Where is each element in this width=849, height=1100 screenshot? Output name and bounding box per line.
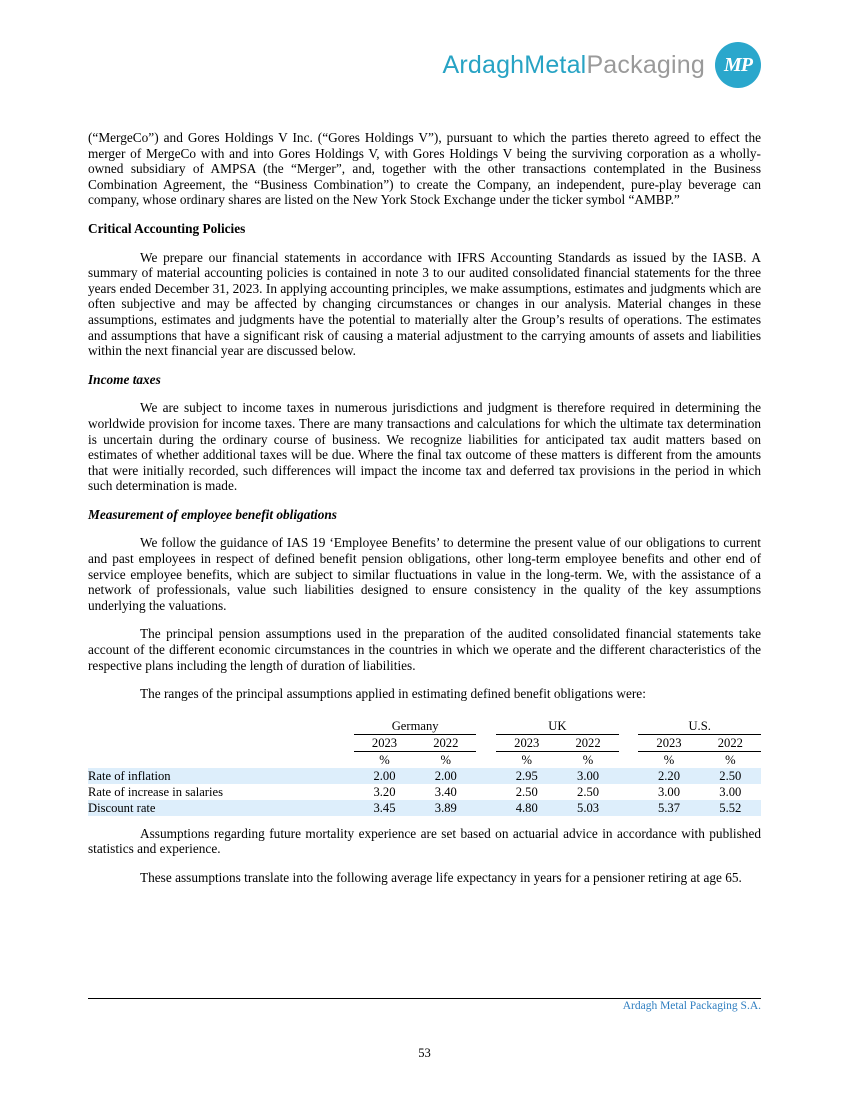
group-header-germany: Germany <box>354 718 477 735</box>
subsection-heading-measurement-employee-benefit: Measurement of employee benefit obligations <box>88 506 337 522</box>
page-number: 53 <box>418 1046 431 1060</box>
year-header-germany-2023: 2023 <box>354 734 415 751</box>
spacer-cell-6 <box>619 751 639 768</box>
brand-logo <box>442 42 761 88</box>
empty-corner-cell-3 <box>88 751 354 768</box>
cell-discount-uk-2023: 4.80 <box>496 800 557 816</box>
spacer-cell-4 <box>619 734 639 751</box>
assumptions-table-wrapper <box>88 718 761 816</box>
brand-metal-text: Metal <box>524 50 587 79</box>
row-spacer-2 <box>619 768 639 784</box>
row-spacer-3 <box>476 784 496 800</box>
row-label-rate-of-inflation: Rate of inflation <box>88 768 354 784</box>
row-spacer-6 <box>619 800 639 816</box>
year-header-uk-2023: 2023 <box>496 734 557 751</box>
row-spacer-5 <box>476 800 496 816</box>
ampsa-logo-icon <box>715 42 761 88</box>
table-row <box>88 800 761 816</box>
cell-discount-us-2022: 5.52 <box>700 800 761 816</box>
page-content <box>88 130 761 886</box>
section-heading-critical-accounting-policies: Critical Accounting Policies <box>88 220 246 236</box>
row-spacer-1 <box>476 768 496 784</box>
unit-header-6: % <box>725 752 736 767</box>
cell-salaries-uk-2022: 2.50 <box>577 784 600 799</box>
year-header-germany-2022: 2022 <box>415 734 476 751</box>
cell-salaries-us-2022: 3.00 <box>719 784 742 799</box>
cell-discount-uk-2022: 5.03 <box>557 800 618 816</box>
brand-ardagh-text: Ardagh <box>442 50 525 79</box>
row-label-discount-rate: Discount rate <box>88 800 354 816</box>
table-row <box>88 784 761 800</box>
cell-salaries-germany-2022: 3.40 <box>434 784 457 799</box>
year-header-uk-2022: 2022 <box>557 734 618 751</box>
cell-inflation-uk-2023: 2.95 <box>496 768 557 784</box>
footer-divider <box>88 998 761 999</box>
row-label-rate-of-increase-in-salaries: Rate of increase in salaries <box>88 784 223 799</box>
spacer-cell-1 <box>476 718 496 735</box>
footer-company-name: Ardagh Metal Packaging S.A. <box>622 1000 761 1012</box>
group-header-uk: UK <box>496 718 619 735</box>
table-unit-header-row <box>88 751 761 768</box>
spacer-cell-5 <box>476 751 496 768</box>
group-header-us: U.S. <box>638 718 761 735</box>
page-header <box>88 0 761 130</box>
table-intro-paragraph: The ranges of the principal assumptions applied in estimating defined benefit obligations were: <box>140 686 646 702</box>
empty-corner-cell <box>88 718 354 735</box>
cell-discount-germany-2023: 3.45 <box>354 800 415 816</box>
year-header-us-2023: 2023 <box>638 734 699 751</box>
life-expectancy-paragraph: These assumptions translate into the following average life expectancy in years for a pensioner retiring at age 65. <box>140 870 742 885</box>
cell-salaries-germany-2023: 3.20 <box>373 784 396 799</box>
unit-header-5: % <box>663 752 675 767</box>
measurement-paragraph-2: The principal pension assumptions used in the preparation of the audited consolidated financial statements take account of the different economic circumstances in the countries in which we operate and the different characteristics of the respective plans including the length of duration of liabilities. <box>88 626 761 673</box>
table-year-header-row <box>88 734 761 751</box>
cell-inflation-germany-2023: 2.00 <box>354 768 415 784</box>
unit-header-3: % <box>521 752 532 767</box>
subsection-heading-income-taxes: Income taxes <box>88 371 161 387</box>
intro-paragraph: (“MergeCo”) and Gores Holdings V Inc. (“Gores Holdings V”), pursuant to which the parties thereto agreed to effect the merger of MergeCo with and into Gores Holdings V, with Gores Holdings V being the surviving corporation as a wholly-owned subsidiary of AMPSA (the “Merger”, and, together with the other transactions contemplated in the Business Combination Agreement, the “Business Combination”) to create the Company, an independent, pure-play beverage can company, whose ordinary shares are listed on the New York Stock Exchange under the ticker symbol “AMBP.” <box>88 130 761 208</box>
measurement-paragraph-1: We follow the guidance of IAS 19 ‘Employee Benefits’ to determine the present value of our obligations to current and past employees in respect of defined benefit pension obligations, other long-term employee benefits and other end of service employee benefits, which are subject to similar fluctuations in value in the long-term. We, with the assistance of a network of professionals, value such liabilities designed to ensure consistency in the quality of the key assumptions underlying the valuations. <box>88 535 761 613</box>
cell-discount-germany-2022: 3.89 <box>415 800 476 816</box>
unit-header-1: % <box>379 752 390 767</box>
year-header-us-2022: 2022 <box>700 734 761 751</box>
spacer-cell-3 <box>476 734 496 751</box>
cell-inflation-germany-2022: 2.00 <box>415 768 476 784</box>
cell-inflation-uk-2022: 3.00 <box>557 768 618 784</box>
brand-wordmark <box>442 51 705 80</box>
unit-header-2: % <box>440 752 452 767</box>
logo-initials: MP <box>724 53 752 76</box>
table-row <box>88 768 761 784</box>
row-spacer-4 <box>619 784 639 800</box>
brand-packaging-text: Packaging <box>586 50 705 79</box>
unit-header-4: % <box>582 752 594 767</box>
mortality-paragraph: Assumptions regarding future mortality experience are set based on actuarial advice in accordance with published statistics and experience. <box>88 825 761 857</box>
assumptions-table <box>88 718 761 816</box>
cell-inflation-us-2022: 2.50 <box>700 768 761 784</box>
cell-salaries-us-2023: 3.00 <box>657 784 680 799</box>
critical-accounting-paragraph: We prepare our financial statements in accordance with IFRS Accounting Standards as issued by the IASB. A summary of material accounting policies is contained in note 3 to our audited consolidated financial statements for the three years ended December 31, 2023. In applying accounting principles, we make assumptions, estimates and judgments which are often subjective and may be affected by changing circumstances or changes in our analysis. Material changes in these assumptions, estimates and judgments have the potential to materially alter the Group’s results of operations. The estimates and assumptions that have a significant risk of causing a material adjustment to the carrying amounts of assets and liabilities within the next financial year are discussed below. <box>88 249 761 359</box>
empty-corner-cell-2 <box>88 734 354 751</box>
cell-discount-us-2023: 5.37 <box>638 800 699 816</box>
cell-inflation-us-2023: 2.20 <box>638 768 699 784</box>
income-taxes-paragraph: We are subject to income taxes in numerous jurisdictions and judgment is therefore required in determining the worldwide provision for income taxes. There are many transactions and calculations for which the ultimate tax determination is uncertain during the ordinary course of business. We recognize liabilities for anticipated tax audit matters based on estimates of whether additional taxes will be due. Where the final tax outcome of these matters is different from the amounts that were initially recorded, such differences will impact the income tax and deferred tax provisions in the period in which such determination is made. <box>88 400 761 494</box>
table-group-header-row <box>88 718 761 735</box>
cell-salaries-uk-2023: 2.50 <box>515 784 538 799</box>
spacer-cell-2 <box>619 718 639 735</box>
